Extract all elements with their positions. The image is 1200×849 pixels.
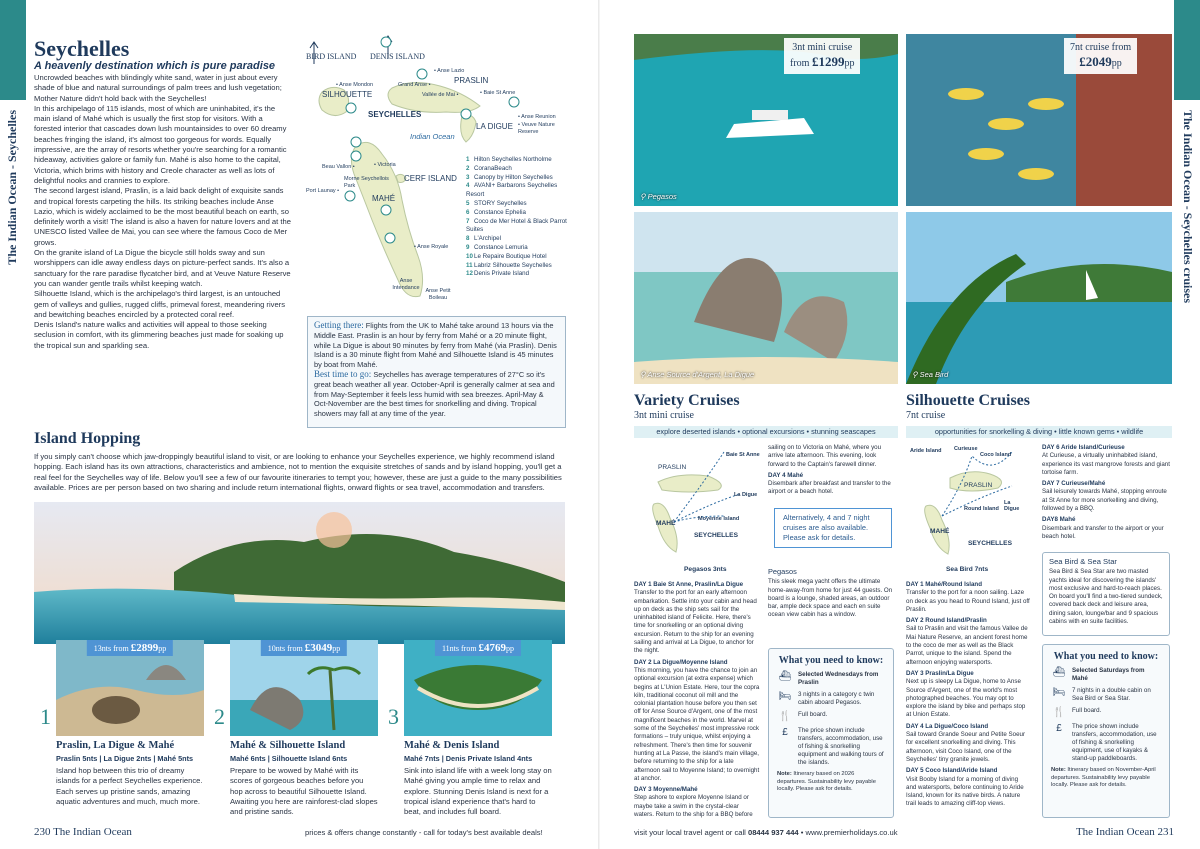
dining-icon: 🍴 [778, 711, 792, 722]
need-item: ⛴ Selected Saturdays from Mahé [1052, 667, 1145, 682]
ship-caption: Pegasos 3nts [684, 566, 727, 573]
anse-photo [634, 212, 898, 384]
card-subtitle: Mahé 6nts | Silhouette Island 6nts [230, 754, 348, 763]
list-item: 2 CoranaBeach [466, 164, 512, 172]
footer-note: prices & offers change constantly - call for today's best available deals! [305, 828, 543, 837]
ship-icon: ⛴ [778, 671, 792, 682]
ship-icon: ⛴ [1052, 667, 1066, 678]
page-subtitle: A heavenly destination which is pure paradise [34, 60, 276, 72]
intro-paragraph: The second largest island, Praslin, is a laid back delight of exquisite sands and tropical forests carpeting the hills. Its striking beaches include Anse Lazio, which is widely acclaimed to be the most beautiful beach on earth, so definitely worth a visit! The island is also a haven for nature lovers and at the UNESCO listed Vallee de Mai, you can see where the famous Coco de Mer grows. [34, 186, 291, 247]
seabird-photo [906, 212, 1172, 384]
list-item: 7 Coco de Mer Hotel & Black Parrot Suites [466, 217, 567, 234]
card-description: Sink into island life with a week long stay on Mahé giving you ample time to relax and explore. Stunning Denis Island is next for a tropical island experience that's hard to beat, and includes full board. [404, 766, 552, 817]
price-box: 3nt mini cruise from £1299pp [784, 38, 860, 74]
variety-itinerary: DAY 1 Baie St Anne, Praslin/La Digue Transfer to the port for an early afternoon embarkation. Settle into your cabin and head up on deck as the ship sets sail for the uninhabited island of Felicite. Here, there's time for snorkelling or an optional diving excursion. Return to the ship for an evening sailing and arrival at La Digue, to anchor for the night. DAY 2 La Digue/Moyenne Island This morning, you have the chance to join an optional excursion (at extra expense) which begins at L'Union Estate. Here, tour the copra kiln, traditional coconut oil mill and the colonial plantation house before you then set off for Anse Source d'Argent, one of the most magnificent beaches in the world. Marvel at some of the Seychelles' most impressive rock formations – truly unique, whilst enjoying a refreshment. There's then time for souvenir hunting at La Passe, the island's main village, before returning to the ship for a late afternoon sail to Moyenne Island; to overnight at anchor. DAY 3 Moyenne/Mahé Step ashore to explore Moyenne Island or maybe take a swim in the crystal-clear waters. Return to the ship for a BBQ before [634, 581, 760, 819]
map-place: • Anse Mondon [336, 82, 374, 88]
map-place: • Victoria [374, 162, 396, 168]
variety-title: Variety Cruises [634, 392, 740, 409]
hotel-list [466, 156, 576, 279]
silhouette-title: Silhouette Cruises [906, 392, 1030, 409]
card-photo [56, 640, 204, 736]
page-title: Seychelles [34, 36, 130, 61]
hero-beach-photo [34, 502, 565, 644]
map-label-praslin: PRASLIN [454, 76, 489, 85]
map-place: • Anse Lazio [434, 68, 465, 74]
need-to-know-box: What you need to know: ⛴ Selected Saturdays from Mahé 🛏 7 nights in a double cabin on Sea Bird or Sea Star. 🍴 Full board. £ The price shown include transfers, accommodation, use of fishing & snorkelling equipment, use of kayaks & stand-up paddleboards. Note: Itinerary based on November-April departures. Sustainability levy payable locally. Please ask for details. [1042, 644, 1170, 818]
itinerary-card[interactable] [208, 640, 378, 830]
list-item: 6 Constance Ephelia [466, 208, 526, 216]
info-box [307, 316, 566, 428]
spine-tab [1174, 0, 1200, 100]
map-label-bird-island: BIRD ISLAND [306, 52, 357, 61]
card-title: Mahé & Denis Island [404, 740, 500, 751]
need-item: ⛴ Selected Wednesdays from Praslin [778, 671, 879, 686]
map-label-la-digue: LA DIGUE [476, 122, 513, 131]
price-box: 7nt cruise from £2049pp [1064, 38, 1137, 74]
map-place: • Anse Reunion [518, 114, 556, 120]
bed-icon: 🛏 [1052, 687, 1066, 698]
silhouette-itinerary-cont: DAY 6 Aride Island/Curieuse At Curieuse, a virtually uninhabited island, experience its vast mangrove forests and giant tortoise farm. DAY 7 Curieuse/Mahé Sail leisurely towards Mahé, stopping enroute at St Anne for more snorkelling and diving, followed by a BBQ. DAY8 Mahé Disembark and transfer to the airport or your beach hotel. [1042, 444, 1170, 540]
silhouette-stripe: opportunities for snorkelling & diving • little known gems • wildlife [906, 426, 1172, 438]
intro-paragraph: In this archipelago of 115 islands, most of which are uninhabited, it's the main island of Mahé which is usually the first stop for visitors. With a forested interior that cascades down lush mountainsides to over 60 dreamy beaches fringing the island, it's almost too gorgeous for words. Equally impressive, are the array of resorts whether you're searching for a romantic hideaway, activities galore or family fun. Mahé is also home to the capital, Victoria, which brims with history and Creole character as well as lots of delightful nooks and crannies to explore. [34, 103, 287, 185]
itinerary-card[interactable] [34, 640, 204, 830]
card-number: 2 [214, 704, 225, 729]
alternative-cruises-box: Alternatively, 4 and 7 night cruises are also available. Please ask for details. [774, 508, 892, 548]
card-description: Island hop between this trio of dreamy islands for a perfect Seychelles experience. Each serves up pristine sands, amazing aquatic adventures and much, much more. [56, 766, 203, 806]
footer-page-number: 230 The Indian Ocean [34, 826, 132, 838]
intro-text [34, 73, 292, 351]
footer-contact: visit your local travel agent or call 08444 937 444 • www.premierholidays.co.uk [634, 828, 898, 837]
spine-label: The Indian Ocean - Seychelles cruises [1181, 110, 1195, 304]
card-description: Prepare to be wowed by Mahé with its scores of gorgeous beaches before you hop across to beautiful Silhouette Island. Awaiting you here are rainforest-clad slopes and pristine sands. [230, 766, 378, 817]
map-place: Beau Vallon • [322, 164, 355, 170]
need-item: £ The price shown include transfers, accommodation, use of fishing & snorkelling equipment and walking tours of the islands. [777, 727, 885, 767]
silhouette-itinerary: DAY 1 Mahé/Round Island Transfer to the port for a noon sailing. Laze on deck as you head to Round Island, just off Praslin. DAY 2 Round Island/Praslin Sail to Praslin and visit the famous Vallee de Mai Nature Reserve, an ancient forest home to the coco de mer as well as the Black Parrot, unique to the island. Spend the afternoon enjoying watersports. DAY 3 Praslin/La Digue Next up is sleepy La Digue, home to Anse Source d'Argent, one of the world's most photographed beaches. You may opt to explore the island by bike and perhaps stop at Union Estate. DAY 4 La Digue/Coco Island Sail toward Grande Soeur and Petite Soeur for excellent snorkelling and diving. This afternoon, visit Coco Island, one of the Seychelles' tiny granite jewels. DAY 5 Coco Island/Aride Island Visit Booby Island for a morning of diving and watersports, before continuing to Aride Island, known for its native birds. A nature trail leads to amazing cliff-top views. [906, 581, 1030, 808]
list-item: 8 L'Archipel [466, 235, 501, 243]
map-label-mahe: MAHÉ [372, 194, 396, 203]
list-item: 5 STORY Seychelles [466, 199, 527, 207]
card-number: 1 [40, 704, 51, 729]
card-number: 3 [388, 704, 399, 729]
dining-icon: 🍴 [1052, 707, 1066, 718]
map-place: • Veuve Nature Reserve [518, 122, 555, 135]
list-item: 10Le Repaire Boutique Hotel [466, 252, 547, 260]
intro-paragraph: On the granite island of La Digue the bicycle still holds sway and sun worshippers can idle away endless days on picture-perfect sands. It's also a sanctuary for the rare paradise flycatcher bird, and at Veuve Nature Reserve you can wander gentle trails whilst keeping watch. [34, 248, 291, 288]
photo-caption: ⚲ Sea Bird [912, 370, 949, 379]
silhouette-route-map: Aride Island Curieuse Coco Island PRASLIN Round Island La Digue MAHÉ SEYCHELLES [906, 442, 1024, 562]
list-item: 1 Hilton Seychelles Northolme [466, 156, 552, 163]
price-icon: £ [782, 727, 788, 738]
map-place: Grand Anse • [398, 82, 431, 88]
list-item: 4 AVANI+ Barbarons Seychelles Resort [466, 182, 558, 199]
phone-link[interactable]: 08444 937 444 [747, 828, 799, 837]
map-label-cerf: CERF ISLAND [404, 174, 457, 183]
ship-caption: Sea Bird 7nts [946, 566, 989, 573]
variety-stripe: explore deserted islands • optional excursions • stunning seascapes [634, 426, 898, 438]
right-page [600, 0, 1200, 849]
variety-itinerary-cont: sailing on to Victoria on Mahé, where you arrive late afternoon. This evening, look forward to the Captain's farewell dinner. DAY 4 Mahé Disembark after breakfast and transfer to the airport or a beach hotel. [768, 444, 891, 496]
bed-icon: 🛏 [778, 691, 792, 702]
photo-caption: ⚲ Pegasos [640, 192, 677, 201]
card-subtitle: Praslin 5nts | La Digue 2nts | Mahé 5nts [56, 754, 194, 763]
map-place: • Baie St Anne [480, 90, 516, 96]
card-subtitle: Mahé 7nts | Denis Private Island 4nts [404, 754, 533, 763]
map-label-seychelles: SEYCHELLES [368, 110, 422, 119]
card-title: Praslin, La Digue & Mahé [56, 740, 175, 751]
intro-paragraph: Uncrowded beaches with blindingly white sand, water in just about every shade of blue and natural surroundings of palm trees and lush vegetation; Mother Nature didn't hold back with the Seychelles! [34, 73, 282, 103]
map-label-silhouette: SILHOUETTE [322, 90, 373, 99]
getting-there-label: Getting there: [314, 320, 364, 330]
hopping-intro: If you simply can't choose which jaw-droppingly beautiful island to visit, or are looking to enhance your Seychelles experience, we highly recommend island hopping. Each island has its own attractions, characteristics and ambience, not to mention the exquisite stretches of sands and by island hopping, you'll get a real feel for the Seychelles way of life. Below you'll see a few of our favourite itineraries to tempt you; however, these are just a guide to the many possibilities available. Prices are per person based on two sharing and include return international flights, onward flights or sea travel, accommodation and transfers. [34, 452, 562, 492]
need-item: 🍴 Full board. [1052, 707, 1102, 718]
best-time-text: Seychelles has average temperatures of 27°C so it's great beach weather all year. October-April is generally calmer at sea and from May-September it feels less humid with sea breezes. April-May & Oct-November are the best times for snorkelling and diving. Tropical showers may fall at any time of the year. [314, 369, 555, 419]
price-badge: 11nts from £4769pp [435, 640, 521, 656]
best-time-label: Best time to go: [314, 368, 372, 379]
fish-photo [906, 34, 1172, 206]
variety-route-map: PRASLIN Baie St Anne La Digue MAHÉ Moyenne Island SEYCHELLES [634, 442, 764, 562]
getting-there-text: Flights from the UK to Mahé take around 13 hours via the Middle East. Praslin is an hour by ferry from Mahé or a 20 minute flight, while La Digue is about 90 minutes by ferry from Mahé (via Praslin). Denis Island is a 30 minute flight from Mahé and Silhouette Island is 45 minutes by boat from Mahé. [314, 321, 557, 370]
spine-tab [0, 0, 26, 100]
map-place: Anse Petit Boileau [425, 288, 451, 301]
map-label-denis-island: DENIS ISLAND [370, 52, 425, 61]
list-item: 9 Constance Lemuria [466, 243, 528, 251]
need-item: 🛏 3 nights in a category c twin cabin aboard Pegasos. [778, 691, 875, 706]
website-link[interactable]: • www.premierholidays.co.uk [798, 828, 898, 837]
card-photo [230, 640, 378, 736]
pegasos-photo [634, 34, 898, 206]
map-place: Vallée de Mai • [422, 92, 459, 98]
map-place: Morne Seychellois Park [344, 176, 389, 189]
list-item: 3 Canopy by Hilton Seychelles [466, 173, 553, 181]
photo-caption: ⚲ Anse Source d'Argent, La Digue [640, 370, 755, 379]
card-title: Mahé & Silhouette Island [230, 740, 346, 751]
price-badge: 13nts from £2899pp [87, 640, 173, 656]
variety-subtitle: 3nt mini cruise [634, 410, 694, 421]
section-title: Island Hopping [34, 430, 141, 447]
intro-paragraph: Denis Island's nature walks and activities will appeal to those seeking seclusion in comfort, with its glimmering beaches just made for soaking up the tropical sun and sparkling sea. [34, 320, 284, 350]
need-item: £ The price shown include transfers, accommodation, use of fishing & snorkelling equipment, use of kayaks & stand-up paddleboards. [1051, 723, 1161, 763]
spine-label: The Indian Ocean - Seychelles [5, 110, 19, 265]
need-item: 🍴 Full board. [778, 711, 828, 722]
itinerary-card[interactable] [382, 640, 552, 830]
need-to-know-box: What you need to know: ⛴ Selected Wednesdays from Praslin 🛏 3 nights in a category c twin cabin aboard Pegasos. 🍴 Full board. £ The price shown include transfers, accommodation, use of fishing & snorkelling equipment and walking tours of the islands. Note: Itinerary based on 2026 departures. Sustainability levy payable locally. Please ask for details. [768, 648, 894, 818]
map-place: • Anse Royale [414, 244, 449, 250]
price-icon: £ [1056, 723, 1062, 734]
pegasos-info: Pegasos This sleek mega yacht offers the ultimate home-away-from home for just 44 guests. On board is a lounge, shaded areas, an outdoor bar, ample deck space and each en suite ocean view cabin has a window. [768, 567, 893, 619]
map-label-ocean: Indian Ocean [410, 132, 455, 141]
map-place: Anse Intendance [392, 278, 420, 291]
list-item: 12Denis Private Island [466, 270, 530, 278]
price-badge: 10nts from £3049pp [261, 640, 347, 656]
footer-page-number: The Indian Ocean 231 [1075, 826, 1174, 838]
map-place: Port Launay • [306, 188, 340, 194]
list-item: 11Labriz Silhouette Seychelles [466, 261, 552, 269]
intro-paragraph: Silhouette Island, which is the archipelago's third largest, is an untouched gem of valleys and gullies, rugged cliffs, primeval forest, meandering rivers and bewitching beaches encircled by a protected coral reef. [34, 289, 285, 319]
silhouette-subtitle: 7nt cruise [906, 410, 946, 421]
card-photo [404, 640, 552, 736]
ship-info-box: Sea Bird & Sea Star Sea Bird & Sea Star are two masted yachts ideal for discovering the islands' most exclusive and hard-to-reach places. On board you'll find a two-tiered sundeck, covered back deck and leisure area, dining salon, lounge/bar and 9 spacious cabins with en suite facilities. [1042, 552, 1170, 636]
need-item: 🛏 7 nights in a double cabin on Sea Bird or Sea Star. [1052, 687, 1151, 702]
